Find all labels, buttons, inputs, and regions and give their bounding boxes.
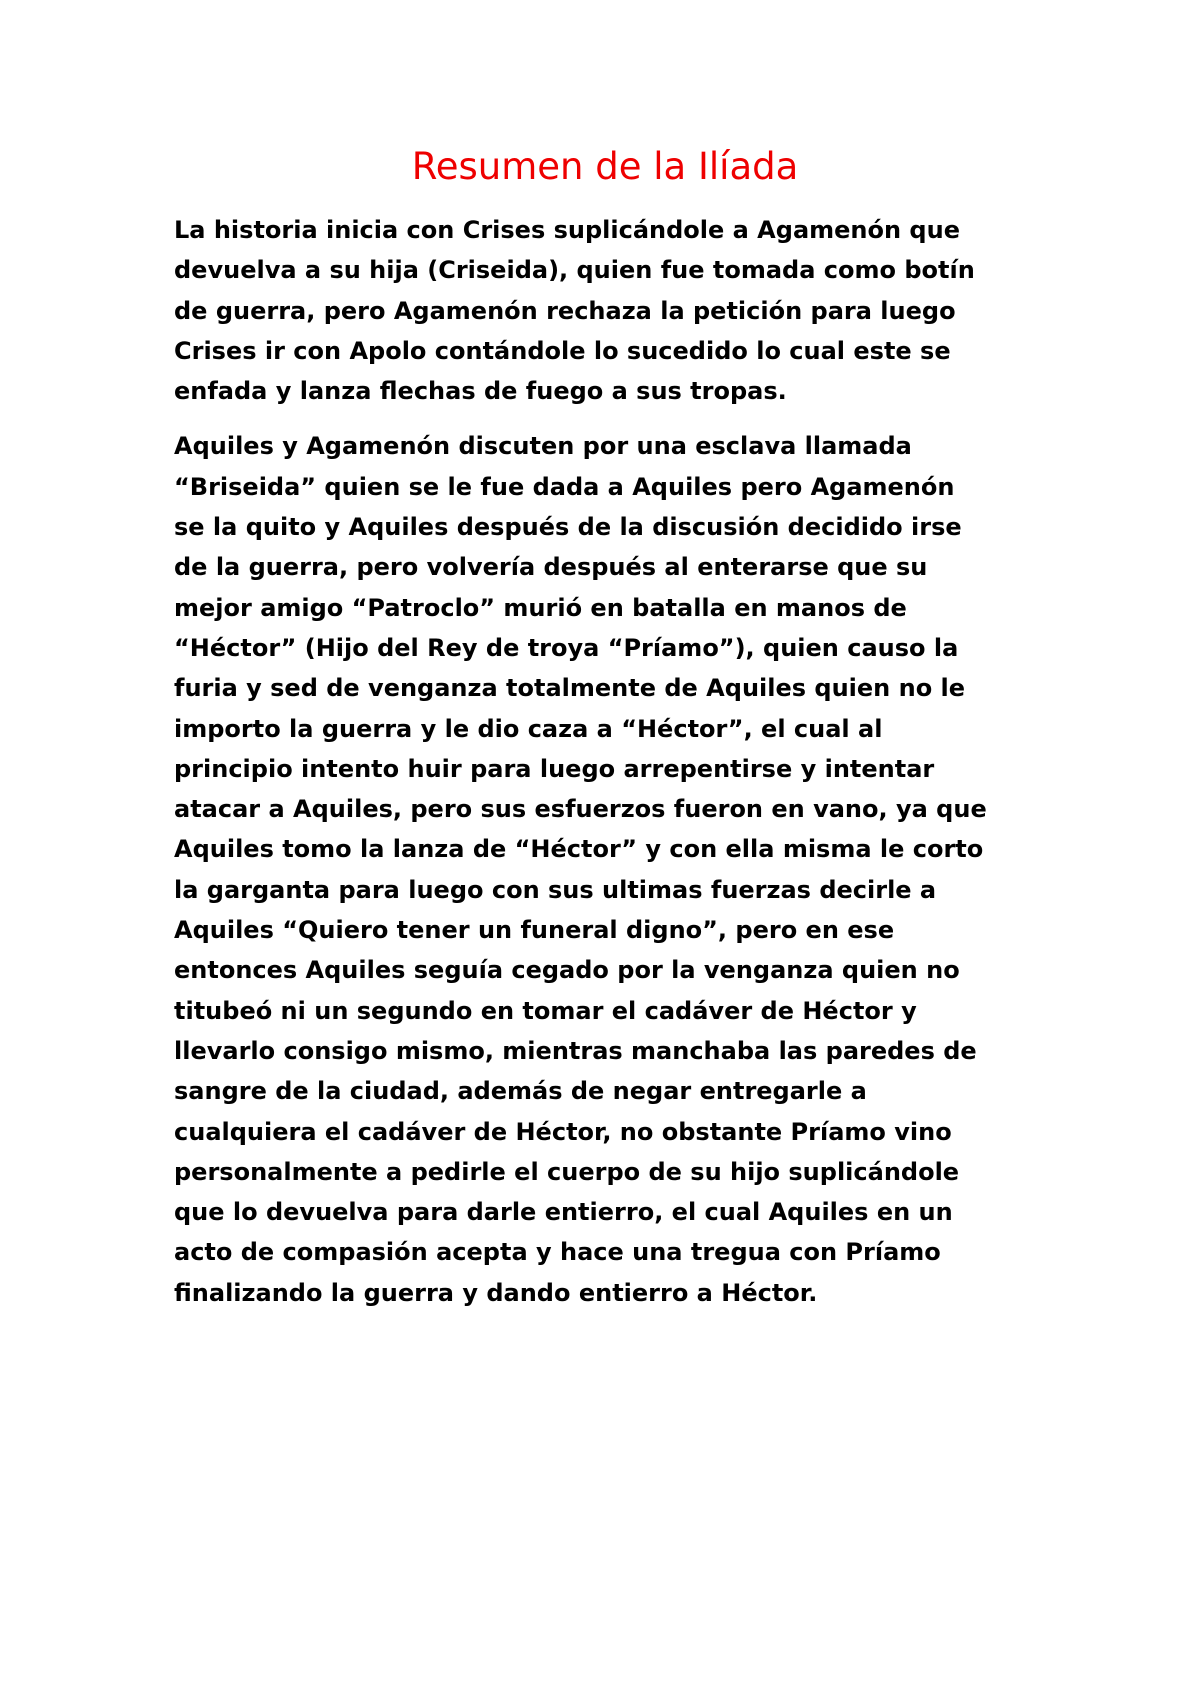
document-title: Resumen de la Ilíada xyxy=(411,145,799,188)
paragraph-intro: La historia inicia con Crises suplicándole a Agamenón que devuelva a su hija (Criseida), quien fue tomada como botín de guerra, pero Agamenón rechaza la petición para luego Crises ir con Apolo contándole lo sucedido lo cual este se enfada y lanza flechas de fuego a sus tropas. xyxy=(174,216,975,406)
paragraph-main: Aquiles y Agamenón discuten por una esclava llamada “Briseida” quien se le fue dada a Aquiles pero Agamenón se la quito y Aquiles después de la discusión decidido irse de la guerra, pero volvería después al enterarse que su mejor amigo “Patroclo” murió en batalla en manos de “Héctor” (Hijo del Rey de troya “Príamo”), quien causo la furia y sed de venganza totalmente de Aquiles quien no le importo la guerra y le dio caza a “Héctor”, el cual al principio intento huir para luego arrepentirse y intentar atacar a Aquiles, pero sus esfuerzos fueron en vano, ya que Aquiles tomo la lanza de “Héctor” y con ella misma le corto la garganta para luego con sus ultimas fuerzas decirle a Aquiles “Quiero tener un funeral digno”, pero en ese entonces Aquiles seguía cegado por la venganza quien no titubeó ni un segundo en tomar el cadáver de Héctor y llevarlo consigo mismo, mientras manchaba las paredes de sangre de la ciudad, además de negar entregarle a cualquiera el cadáver de Héctor, no obstante Príamo vino personalmente a pedirle el cuerpo de su hijo suplicándole que lo devuelva para darle entierro, el cual Aquiles en un acto de compasión acepta y hace una tregua con Príamo finalizando la guerra y dando entierro a Héctor. xyxy=(174,432,987,1307)
document-body xyxy=(174,210,1054,1313)
